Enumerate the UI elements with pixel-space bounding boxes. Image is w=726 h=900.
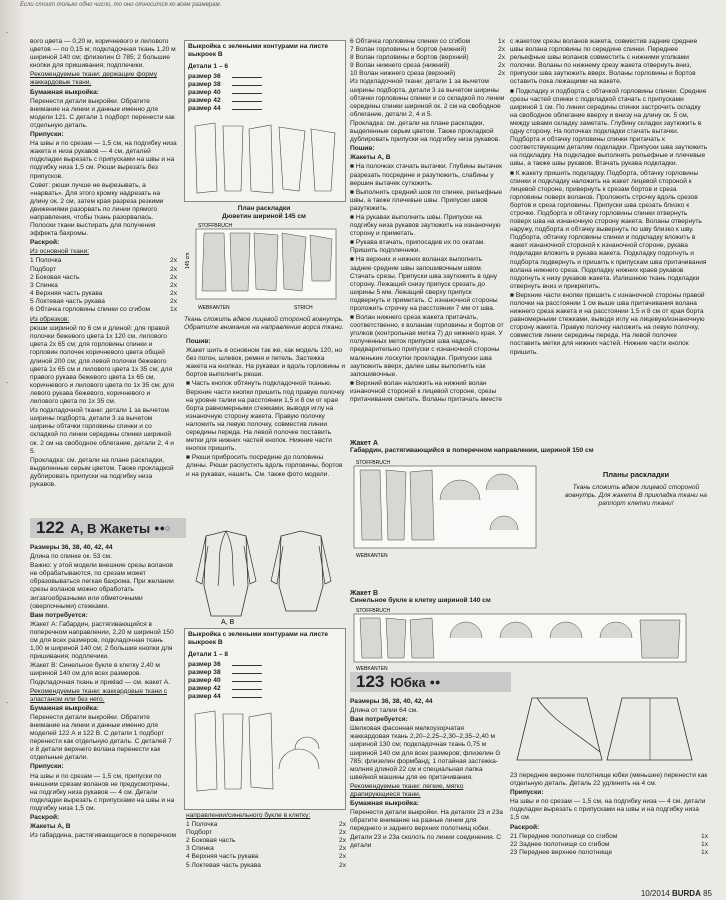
pattern-box-2-title: Выкройка с зелеными контурами на листе выкроек В xyxy=(188,631,329,646)
part-name: 4 Верхняя часть рукава xyxy=(30,289,103,297)
part-row xyxy=(186,862,346,870)
size-label: размер 42 xyxy=(188,97,221,104)
jacket-label: А, В xyxy=(221,619,235,626)
part-name: 4 Верхняя часть рукава xyxy=(186,853,259,861)
part-name: 2 Боковая часть xyxy=(186,837,236,845)
need-heading: Вам потребуется: xyxy=(30,611,88,619)
pattern-outline xyxy=(195,123,335,193)
part-qty: 2x xyxy=(498,70,505,78)
jacket-a-ruffle xyxy=(218,531,234,586)
sew3-step-3: ■ На рукавах выполнить швы. Припуски на подгибку низа рукавов заутюжить на изнаночную сторону и приметать. xyxy=(350,213,501,238)
last-line: Из габардина, растягивающегося в поперечном xyxy=(30,832,177,840)
pattern-pieces-121 xyxy=(185,121,345,201)
jacket-b-stoff: STOFFBRUCH xyxy=(356,608,391,614)
scraps-label: Из обрезков: xyxy=(30,316,70,324)
part-qty: 2x xyxy=(339,861,346,869)
allowance-heading-123: Припуски: xyxy=(510,789,544,797)
part-row xyxy=(30,306,177,314)
part-qty: 2x xyxy=(170,257,177,265)
col4-text-3: ■ К жакету пришить подкладку. Подборта, обтачку горловины спинки и подкладку наложить на жакет лицевой стороной к лицевой стороне, привернуть к срезам бортов и среза горловины поверх воланов. Проложить строчку вдоль срезов бортов и среза горловины. Припуски шва срезать близко к строчке. Подборта и обтачку горловины спинки отвернуть поверх шва на изнаночную сторону жакета. Воланы отвернуть наружу, подборта и обтачку вывернуть по шву близко к шву. Подборта, обтачку горловины спинки и подкладку вложить в жакет изнаночной стороной к изнаночной стороне, рукава подкладки вложить в рукава жакета. Подкладку подогнуть и подборта подвернуть и пришить к припускам шва притачивания волана нижнего среза. Подкладку нижних краев рукавов подогнуть к низу рукавов жакета. Излишнюю ткань подкладки отвернуть вниз и прикрепить. xyxy=(510,169,707,290)
part-qty: 2x xyxy=(498,62,505,70)
layout-caption: Ткань сложить вдвое лицевой стороной вовнутрь. Обратите внимание на направление ворса ткани. xyxy=(184,316,344,331)
part-row xyxy=(186,829,346,837)
binding-shadow: - - - xyxy=(0,0,26,900)
page-number: 85 xyxy=(703,889,712,898)
part-qty: 2x xyxy=(339,821,346,829)
header-note: Если стоит только одно число, то оно относится ко всем размерам. xyxy=(20,2,222,8)
length-122: Длина по спинке ок. 53 см. xyxy=(30,553,112,561)
part-name: 5 Локтевая часть рукава xyxy=(186,861,261,869)
sew3-step-4: ■ Рукава втачать, припосадив их по окатам. Пришить подплечники. xyxy=(350,239,486,255)
size-label: размер 44 xyxy=(188,105,221,112)
size-row xyxy=(188,105,342,113)
parts-list xyxy=(30,257,177,314)
allowance-text-123: На швы и по срезам — 1,5 см, на подгибку низа — 4 см, детали подкладки вырезать с припусками на швы и на подгибку низа 1,5 см. xyxy=(510,798,706,822)
skirt-front xyxy=(517,698,602,760)
size-line xyxy=(232,665,262,666)
model-122-banner xyxy=(30,518,186,538)
pattern-box-parts: Детали 1 – 6 xyxy=(188,63,228,70)
sew3-step-2: ■ Выполнить средний шов по спинке, рельефные швы, а также плечевые швы. Припуски швов разутюжить. xyxy=(350,188,503,212)
layout-title: План раскладки xyxy=(237,205,291,212)
size-row xyxy=(188,677,342,685)
size-line xyxy=(232,93,262,94)
col4-text-1: с жакетом срезы воланов жакета, совместив задние средние швы волана горловины по середине спинки. Переднее рельефные швы воланов совместить с нижними уголками полочки. Воланы по нижнему срезу жакета отвернуть вниз, припуски шва заутюжить вверх. Воланы горловины и бортов оставить пока лежащими на жакете. xyxy=(510,38,698,86)
main-fabric-label: Из основной ткани: xyxy=(30,248,90,256)
webkanten-label: WEBKANTEN xyxy=(198,305,230,311)
part-row xyxy=(350,38,505,46)
part-row xyxy=(510,841,708,849)
size-line xyxy=(232,109,262,110)
jacket-b-sub: Синельное букле в клетку шириной 140 см xyxy=(350,597,491,604)
part-row xyxy=(30,274,177,282)
part-name: 6 Обтачка горловины спинки со сгибом xyxy=(30,306,151,313)
part-name: 10 Волан нижнего среза (верхний) xyxy=(350,70,456,78)
part-qty: 2x xyxy=(339,845,346,853)
part-row xyxy=(30,282,177,290)
size-legend xyxy=(185,73,345,113)
column-4-bottom xyxy=(510,772,708,857)
model-123-title: Юбка xyxy=(390,674,426,690)
size-line xyxy=(232,681,262,682)
fabric-label: направлении/синельного букле в клетку: xyxy=(186,812,311,819)
jacket-a-sub: Габардин, растягивающийся в поперечном направлении, шириной 150 см xyxy=(350,447,594,454)
part-qty: 2x xyxy=(170,289,177,297)
sew3-step-6: ■ Волан нижнего среза жакета притачать, соответственно, к воланам горловины и бортов от уголков (контрольная метка 7) до нижнего края. У полученных меток припуски шва надсечь, предварительно припуски с изнаночной стороны маленькие лоскутки прокладки. Припуски шва заутюжить вверх, далее швы выполнить как запошивочные. xyxy=(350,314,504,378)
part-qty: 2x xyxy=(339,837,346,845)
layout-diagram-121 xyxy=(184,221,344,313)
part-row xyxy=(186,853,346,861)
column-1 xyxy=(30,38,177,490)
column-3-bottom xyxy=(350,698,505,851)
size-label: размер 40 xyxy=(188,89,221,96)
size-line xyxy=(232,85,262,86)
jacket-b-layout xyxy=(350,590,710,672)
part-row xyxy=(510,833,708,841)
size-row xyxy=(188,81,342,89)
size-label: размер 42 xyxy=(188,685,221,692)
size-row xyxy=(188,685,342,693)
part-qty: 2x xyxy=(498,54,505,62)
part-qty: 1x xyxy=(170,306,177,313)
sew-step-2: ■ Рюши прибросить посредине до половины длины. Рюши распустить вдоль горловины, бортов и на рукавах, нашить. См. также фото модели. xyxy=(186,454,343,478)
part-name: 5 Локтевая часть рукава xyxy=(30,297,105,305)
paper-heading: Бумажная выкройка: xyxy=(30,88,99,96)
part-qty: 1x xyxy=(701,832,708,840)
part-name: 6 Обтачка горловины спинки со сгибом xyxy=(350,38,471,45)
jacket-b-diagram xyxy=(350,608,690,672)
skirt-illustration xyxy=(512,690,702,770)
paper-heading-123: Бумажная выкройка: xyxy=(350,800,419,808)
model-123-number: 123 xyxy=(356,672,385,691)
pattern-box-122 xyxy=(184,628,346,810)
part-qty: 2x xyxy=(339,853,346,861)
part-name: 1 Полочка xyxy=(186,821,218,829)
column-4 xyxy=(510,38,708,358)
cut-heading: Раскрой: xyxy=(30,239,60,247)
recommend-123: Рекомендуемые ткани: легкие, мягко драпирующиеся ткани. xyxy=(350,782,464,799)
cut-heading-123: Раскрой: xyxy=(510,823,540,831)
paper-heading-122: Бумажная выкройка: xyxy=(30,704,99,712)
sew-step-1: ■ Часть кнопок обтянуть подкладочной тканью. Верхние части кнопки пришить под правую полочку на уровне талии на расстоянии 1,5 и 8 см от края борта равномерными стежками, выводя иглу на изнаночную сторону жакета. Правую полочку наложить на левую полочку, совместив линии середины переда. На левой полочке поставить метки для нижних частей кнопок. Нижние части кнопок пришить. xyxy=(186,380,345,453)
size-line xyxy=(232,673,262,674)
part-name: 9 Волан нижнего среза (нижний) xyxy=(350,62,450,70)
jacket-b-title: Жакет В xyxy=(350,590,379,597)
part-qty: 1x xyxy=(498,38,505,45)
lining-text: Из подкладочной ткани: детали 1 за вычетом ширины подборта, детали 3 за вычетом ширины обтачки горловины спинки и со складкой по линии середины спинки шириной ок. 2 см на свободное облегание, детали 2, 4 и 5. xyxy=(30,407,174,455)
size-row xyxy=(188,661,342,669)
part-row xyxy=(186,821,346,829)
part-name: Подборт xyxy=(30,265,57,273)
size-label: размер 36 xyxy=(188,661,221,668)
recommend-text: Рекомендуемые ткани: держащие форму жаккардовые ткани. xyxy=(30,71,157,87)
part-name: 22 Заднее полотнище со сгибом xyxy=(510,840,610,848)
pattern-box-2-parts: Детали 1 – 8 xyxy=(188,651,228,658)
plans-title: Планы раскладки xyxy=(602,470,670,479)
sew3-step-5: ■ На верхних и нижних воланах выполнить задние средние швы запошивочным швом. Стачать срезы. Припуски шва заутюжить в одну сторону. Лежащий снизу припуск срезать до ширины 5 мм. Лежащий сверху припуск подвернуть и приметать. С изнаночной стороны проложить строчку на расстоянии 7 мм от шва. xyxy=(350,256,498,312)
column-2-bottom xyxy=(186,812,346,870)
cut-heading-122: Раскрой: xyxy=(30,814,60,821)
need-123: Шелковая фасонная мелкоузорчатая жаккардовая ткань 2,20–2,25–2,30–2,35–2,40 м шириной 130 см; подкладочная ткань 0,75 м шириной 140 см для всех размеров; флизелин G 785; флизелин формбанд; 1 потайная застежка-молния длиной 22 см и специальная лапка швейной машины для ее притачивания. xyxy=(350,725,501,781)
jacket-b-webk: WEBKANTEN xyxy=(356,666,388,672)
jacket-a-webk: WEBKANTEN xyxy=(356,553,388,559)
allowance-text: На швы и по срезам — 1,5 см, на подгибку низа жакета и низа рукавов — 4 см, деталей подкладки вырезать с припусками на швы и на подгибку низа 1,5 см. Рюши вырезать без припусков. xyxy=(30,140,177,180)
plans-caption: Ткань сложить вдвое лицевой стороной вовнутрь. Для жакета В прикладка ткани на раппорт клетки ткани! xyxy=(565,484,707,507)
part-row xyxy=(30,257,177,265)
size-line xyxy=(232,77,262,78)
allowance-text-122: На швы и по срезам — 1,5 см, припуски по внешним срезам воланов не предусмотрены, на подгибку низа рукавов — 4 см. Детали подкладки вырезать с припусками на швы и на подгибку низа 1,5 см. xyxy=(30,772,175,812)
part-name: 3 Спинка xyxy=(30,281,58,289)
allowance-heading-122: Припуски: xyxy=(30,763,64,771)
skirt-drape xyxy=(537,698,600,752)
part-qty: 1x xyxy=(701,840,708,848)
part-row xyxy=(186,845,346,853)
strich-label: STRICH xyxy=(294,305,313,311)
part-qty: 2x xyxy=(339,829,346,837)
model-123-banner xyxy=(350,672,511,692)
part-name: 3 Спинка xyxy=(186,845,214,853)
paper-text-123: Перенести детали выкройки. На деталях 23 и 23а обратите внимание на разные линии для переднего и заднего верхних полотнищ юбки. Детали 23 и 23а сколоть по линии соединения. С детали xyxy=(350,809,503,849)
sizes-123: Размеры 36, 38, 40, 42, 44 xyxy=(350,698,433,705)
col4b-text: 23 переднее верхнее полотнище юбки (меньшее) перенести как отдельную деталь. Деталь 22 удлинить на 4 см. xyxy=(510,772,708,788)
issue: 10/2014 xyxy=(640,889,670,898)
size-row xyxy=(188,669,342,677)
size-label: размер 38 xyxy=(188,669,221,676)
jacket-back xyxy=(279,531,323,611)
part-qty: 2x xyxy=(170,281,177,289)
brand: BURDA xyxy=(671,889,701,898)
jacket-a-diagram xyxy=(350,460,540,560)
sizes-122: Размеры 36, 38, 40, 42, 44 xyxy=(30,544,113,551)
pattern-box-121 xyxy=(184,40,346,202)
size-label: размер 38 xyxy=(188,81,221,88)
need-heading-123: Вам потребуется: xyxy=(350,716,408,724)
size-label: размер 40 xyxy=(188,677,221,684)
pattern-box-title: Выкройка с зелеными контурами на листе выкроек В xyxy=(188,43,329,58)
jacket-a-materials: Жакет А: Габардин, растягивающийся в поперечном направлении, 2,20 м шириной 150 см для всех размеров, подкладочная ткань 1,00 м шириной 140 см; 2 большие кнопки для пришивания; подплечики. xyxy=(30,620,174,661)
parts-list-2 xyxy=(186,821,346,870)
part-qty: 1x xyxy=(701,848,708,856)
stoffbruch-label: STOFFBRUCH xyxy=(198,223,233,229)
part-name: Подборт xyxy=(186,829,213,837)
part-row xyxy=(30,266,177,274)
parts-list-4 xyxy=(510,833,708,857)
jackets-label: Жакеты А, В xyxy=(30,823,71,831)
strips-text: рюши шириной по 6 см и длиной: для правой полочки бежевого цвета 1x 120 см, лилового цвета 2x 65 см; для горловины спинки и горловин полочек коричневого цвета общей длиной 200 см; для левой полочки бежевого цвета 1x 65 см и лилового цвета 1x 35 см; для правого рукава бежевого цвета 1x 65 см, коричневого и лилового цвета по 1x 35 см; для левого рукава бежевого, коричневого и лилового цвета по 1x 35 см. xyxy=(30,325,174,406)
materials-text: вого цвета — 0,20 м, коричневого и лилового цветов — по 0,15 м; подкладочная ткань 1,20 м шириной 140 см; флизелин G 785; 2 большие кнопки для пришивания; подплечики. xyxy=(30,38,176,70)
part-name: 23 Переднее верхнее полотнище xyxy=(510,848,613,856)
part-row xyxy=(350,46,505,54)
size-row xyxy=(188,97,342,105)
size-row xyxy=(188,693,342,701)
skirt-back xyxy=(607,698,692,760)
page-footer xyxy=(641,889,712,898)
fusing-text-3: Прокладка: см. детали на плане раскладки, выделенные серым цветом. Также прокладкой дублировать припуски на подгибку низа рукавов. xyxy=(350,119,501,144)
col4-text-2: ■ Подкладку и подборта с обтачкой горловины спинки. Средние срезы частей спинки с подкладкой стачать с припусками шириной 1 см. По линии середины спинки застрочить складку на свободное облегание вверху и внизу на длину ок. 5 см, между швами складку заметать. Глубину складки заутюжить в одну сторону. На полочках подкладки стачать вытачки. Подборта и обтачку горловины спинки притачать к соответствующим деталям подкладки. Припуски шва заутюжить на подкладку. На подкладке выполнить рельефные и плечевые швы, а также швы рукавов. Втачать рукава подкладки. xyxy=(510,87,708,168)
sew-heading-3: Пошив: xyxy=(350,145,375,153)
part-name: 7 Волан горловины и бортов (нижний) xyxy=(350,46,467,54)
layout-plan-121 xyxy=(184,205,344,332)
lining-text-3: Из подкладочной ткани: детали 1 за вычетом ширины подборта, детали 3 за вычетом ширины обтачки горловины спинки и со складкой по линии середины спинки шириной ок. 2 см на свободное облегание, детали 2, 4 и 5. xyxy=(350,78,505,118)
allowance-heading: Припуски: xyxy=(30,131,64,139)
column-2 xyxy=(186,338,346,480)
jacket-illustration xyxy=(186,526,336,626)
jacket-b-materials: Жакет В: Синельное букле в клетку 2,40 м шириной 140 см для всех размеров. Подкладочная ткань и прикład — см. жакет А. xyxy=(30,662,171,686)
recommend-122: Рекомендуемые ткани: жаккардовые ткани с эластаном или без него. xyxy=(30,687,168,703)
parts-list-3 xyxy=(350,38,505,78)
model-title: А, В Жакеты xyxy=(70,520,151,536)
model-number: 122 xyxy=(36,518,65,537)
paper-text: Перенести детали выкройки. Обратите внимание на линии и данные именно для модели 121. С детали 1 подборт перенести как отдельную деталь. xyxy=(30,97,175,129)
part-qty: 2x xyxy=(498,46,505,54)
jacket-a-front xyxy=(204,531,248,616)
part-qty: 2x xyxy=(170,265,177,273)
size-row xyxy=(188,73,342,81)
size-label: размер 36 xyxy=(188,73,221,80)
tip-text: Совет: рюши лучше не вырезывать, а «нарвать». Для этого кромку надрезать на длину ок. 2 см, затем края разреза резкими движениями разорвать по линии прямого направления, чтобы ткань разорвалась. Полоски ткани выстирать для получения эффекта бахромы. xyxy=(30,181,164,238)
col4-text-4: ■ Верхние части кнопки пришить с изнаночной стороны правой полочки на расстоянии 1 см выше шва притачивания волана нижнего среза жакета и на расстоянии 1,5 и 8 см от края борта равномерными стежками, выводя иглу на лицевую/изнаночную сторону жакета. Правую полочку наложить на левую полочку, совместив линии середины переда. На левой полочке поставить метки для нижних частей. Нижние части кнопок пришить. xyxy=(510,291,705,356)
size-line xyxy=(232,101,262,102)
sew-heading: Пошив: xyxy=(186,338,211,345)
jacket-a-title: Жакет А xyxy=(350,440,379,447)
sew-intro: Жакет шить в основном так же, как модель 120, но без погон, шлевок, ремня и петель. Застежка жакета на кнопках. На рукавах и вдоль горловины и бортов выполнить рюши. xyxy=(186,347,346,379)
part-qty: 2x xyxy=(170,273,177,281)
sew3-step-1: ■ На полочках стачать вытачки. Глубины вытачек разрезать посредине и разутюжить, слабины у вершин вытачек сутюжить. xyxy=(350,163,503,187)
model-123-dots: ●● xyxy=(429,677,441,687)
part-name: 1 Полочка xyxy=(30,257,62,265)
sew3-step-7: ■ Верхний волан наложить на нижний волан изнаночной стороной к лицевой стороне, срезы притачивания сметать. Воланы притачать вместе xyxy=(350,379,503,404)
pattern-pieces-122 xyxy=(185,709,345,809)
jacket-a-stoff: STOFFBRUCH xyxy=(356,460,391,466)
size-line xyxy=(232,697,262,698)
size-line xyxy=(232,689,262,690)
part-name: 21 Переднее полотнище со сгибом xyxy=(510,832,618,840)
column-1-bottom xyxy=(30,544,177,841)
part-row xyxy=(30,298,177,306)
size-label: размер 44 xyxy=(188,693,221,700)
important-text: Важно: у этой модели внешние срезы воланов не обрабатываются, по срезам может образовываться легкая бахрома. При желании срезы воланов можно обработать зигзагообразными или обметочными (оверлочными) стежками. xyxy=(30,562,174,610)
part-row xyxy=(510,849,708,857)
length-123: Длина от талии 64 см. xyxy=(350,707,418,715)
part-row xyxy=(186,837,346,845)
jacket-a-layout xyxy=(350,440,710,559)
part-row xyxy=(30,290,177,298)
size-legend-2 xyxy=(185,661,345,701)
jackets-label-3: Жакеты А, В xyxy=(350,154,391,162)
fusing-text: Прокладка: см. детали на плане раскладки, выделенные серым цветом. Также прокладкой дублировать припуски на подгибку низа рукавов. xyxy=(30,456,174,488)
part-name: 8 Волан горловины и бортов (верхний) xyxy=(350,54,469,62)
pattern-outline-2 xyxy=(195,711,319,791)
difficulty-dots: ●●○ xyxy=(154,523,171,533)
column-3 xyxy=(350,38,505,405)
layout-sub: Дюветин шириной 145 см xyxy=(222,213,306,220)
part-qty: 2x xyxy=(170,297,177,305)
width-label: 145 cm xyxy=(185,252,191,269)
part-name: 2 Боковая часть xyxy=(30,273,80,281)
size-row xyxy=(188,89,342,97)
paper-text-122: Перенести детали выкройки. Обратите внимание на линии и данные именно для моделей 122 А и 122 В. С детали 1 подборт перенести как отдельную деталь. С деталей 7 и 8 детали верхнего волана перенести как отдельные детали. xyxy=(30,713,172,762)
